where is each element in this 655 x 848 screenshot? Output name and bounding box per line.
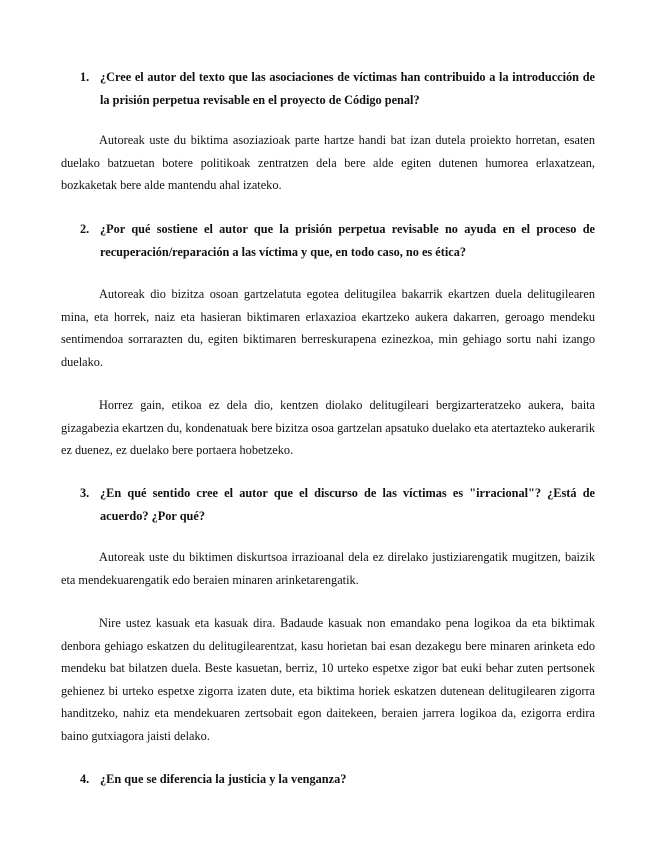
answer-paragraph: Autoreak uste du biktima asoziazioak parte hartze handi bat izan dutela proiekto horretan, esaten duelako batzuetan botere politikoak zentratzen dela bere alde egiten dutenen humorea erlaxatzean, bozkaketak bere alde mantendu ahal izateko. (61, 133, 595, 192)
question-number: 3. (80, 486, 90, 500)
answer-paragraph: Horrez gain, etikoa ez dela dio, kentzen diolako delitugileari bergizarteratzeko aukera, baita gizagabezia ekartzen du, kondenatuak bere bizitza osoa gartzelan apsatuko duelako eta atertazteko aukerarik ez duenez, ez duelako bere portaera hobetzeko. (61, 398, 595, 457)
answer-paragraph: Autoreak dio bizitza osoan gartzelatuta egotea delitugilea bakarrik ekartzen duela delitugilearen mina, eta horrek, naiz eta hasieran biktimaren erlaxazioa ekartzeko aukera dakarren, geroago mendeku sentimendoa sorrarazten du, egiten biktimaren berreskurapena ezinezkoa, min gehiago sortu nahi izango duelako. (61, 287, 595, 369)
question-number: 1. (80, 70, 90, 84)
question-3 (80, 482, 595, 528)
answer-paragraph: Nire ustez kasuak eta kasuak dira. Badaude kasuak non emandako pena logikoa da eta biktimak denbora gehiago eskatzen du delitugilearentzat, kasu horietan bai esan dezakegu bere minaren arinketa edo mendeku bat bilatzen duela. Beste kasuetan, berriz, 10 urteko espetxe zigor bat euki behar zuten pertsonek gehienez bi urteko espetxe zigorra izaten dute, eta biktima horiek eskatzen dutenean delitugilearen zigorra handitzeko, nahiz eta mendekuaren zertsobait egon daitekeen, beraien jarrera logikoa da, ezigorra erdira baino gutxiagora jaisti delako. (61, 616, 595, 743)
question-text: ¿Por qué sostiene el autor que la prisión perpetua revisable no ayuda en el proceso de recuperación/reparación a las víctima y que, en todo caso, no es ética? (100, 222, 595, 259)
answer-paragraph: Autoreak uste du biktimen diskurtsoa irrazioanal dela ez direlako justiziarengatik mugitzen, baizik eta mendekuarengatik edo beraien minaren arinketarengatik. (61, 550, 595, 587)
question-number: 4. (80, 772, 90, 786)
question-text: ¿En que se diferencia la justicia y la venganza? (100, 772, 347, 786)
question-text: ¿Cree el autor del texto que las asociaciones de víctimas han contribuido a la introducción de la prisión perpetua revisable en el proyecto de Código penal? (100, 70, 595, 107)
question-text: ¿En qué sentido cree el autor que el discurso de las víctimas es "irracional"? ¿Está de acuerdo? ¿Por qué? (100, 486, 595, 523)
question-1 (80, 66, 595, 112)
question-number: 2. (80, 222, 90, 236)
question-2 (80, 218, 595, 264)
question-4 (80, 768, 595, 791)
